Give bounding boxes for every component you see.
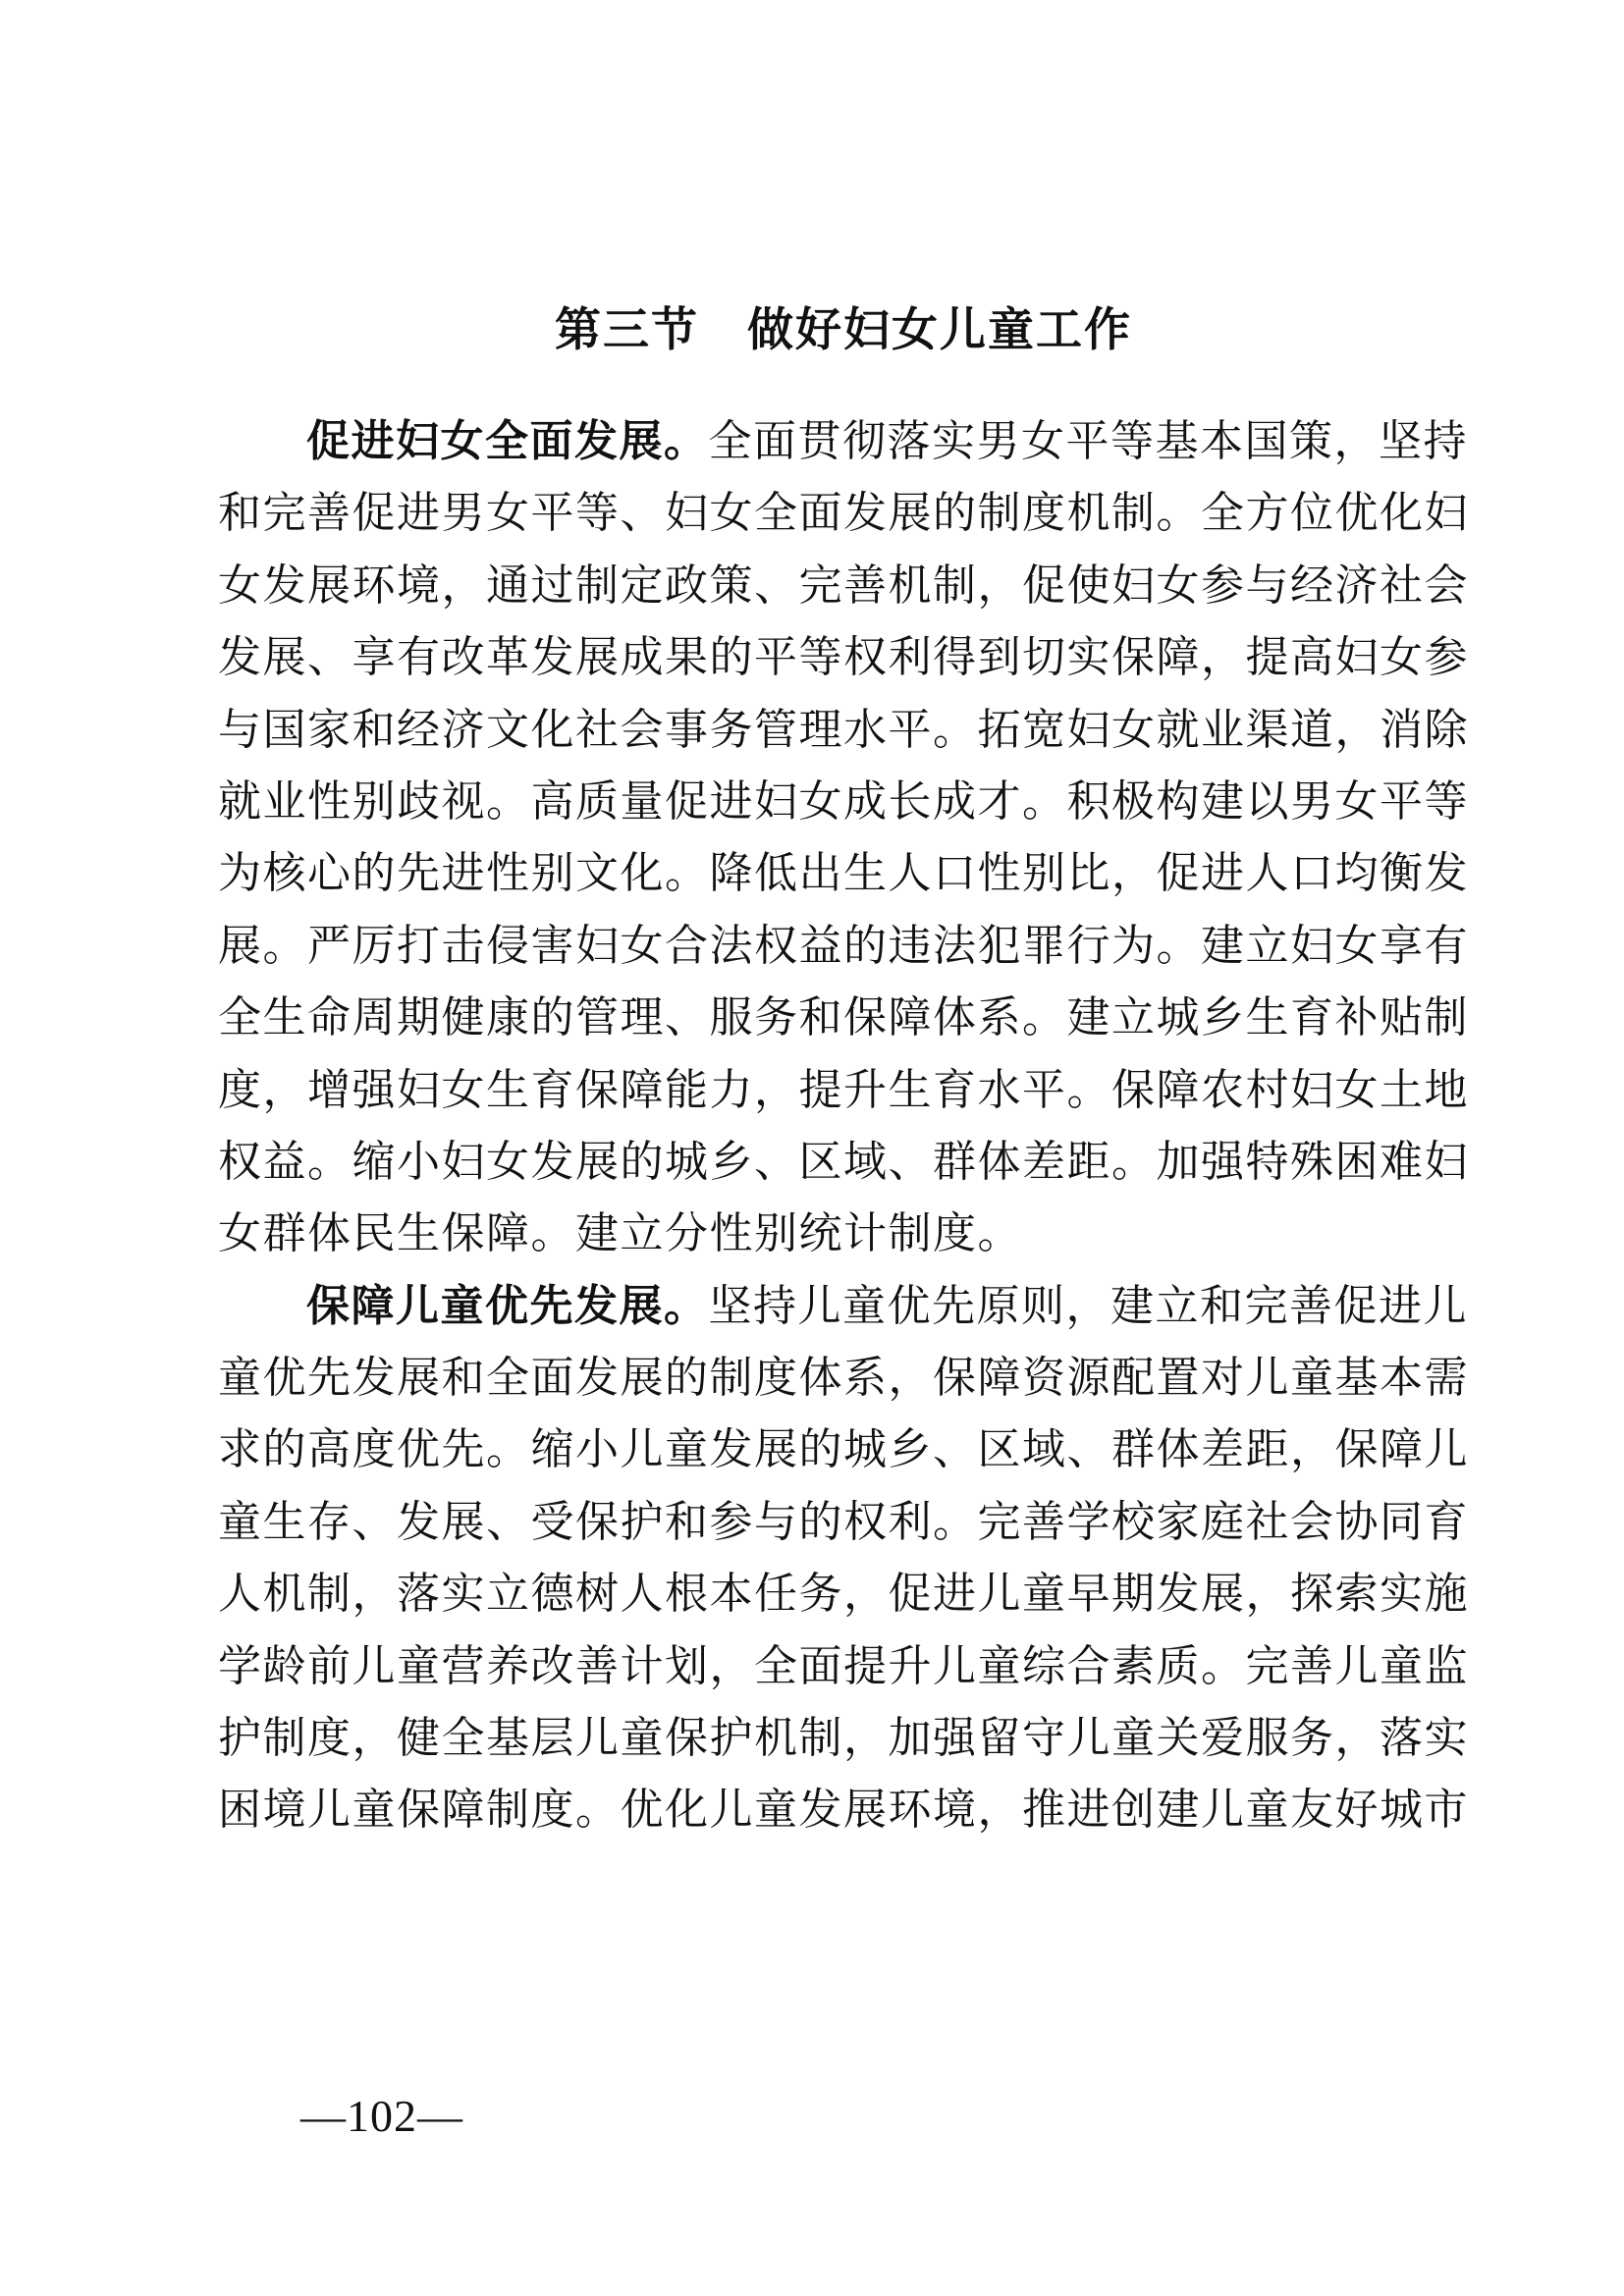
paragraph-1-line-5: 与国家和经济文化社会事务管理水平。拓宽妇女就业渠道，消除 xyxy=(218,705,1469,754)
section-title: 第三节 做好妇女儿童工作 xyxy=(555,303,1132,355)
paragraph-1-line-8: 展。严厉打击侵害妇女合法权益的违法犯罪行为。建立妇女享有 xyxy=(218,921,1469,970)
page-number: —102— xyxy=(300,2091,463,2141)
paragraph-1-line-9: 全生命周期健康的管理、服务和保障体系。建立城乡生育补贴制 xyxy=(218,993,1469,1042)
paragraph-1-line-6: 就业性别歧视。高质量促进妇女成长成才。积极构建以男女平等 xyxy=(218,776,1469,826)
paragraph-1-line-12: 女群体民生保障。建立分性别统计制度。 xyxy=(218,1209,1022,1258)
paragraph-2-line-4: 童生存、发展、受保护和参与的权利。完善学校家庭社会协同育 xyxy=(218,1497,1469,1546)
paragraph-1-first-line xyxy=(218,405,1475,477)
paragraph-2-line-2: 童优先发展和全面发展的制度体系，保障资源配置对儿童基本需 xyxy=(218,1354,1469,1403)
paragraph-2-lead: 保障儿童优先发展。 xyxy=(306,1281,709,1330)
paragraph-2-line-7: 护制度，健全基层儿童保护机制，加强留守儿童关爱服务，落实 xyxy=(218,1714,1469,1763)
paragraph-1-line-7: 为核心的先进性别文化。降低出生人口性别比，促进人口均衡发 xyxy=(218,849,1469,898)
paragraph-1-lead: 促进妇女全面发展。 xyxy=(306,417,709,465)
paragraph-2-line-8: 困境儿童保障制度。优化儿童发展环境，推进创建儿童友好城市 xyxy=(218,1786,1469,1835)
paragraph-1-line-4: 发展、享有改革发展成果的平等权利得到切实保障，提高妇女参 xyxy=(218,633,1469,682)
paragraph-2-line-5: 人机制，落实立德树人根本任务，促进儿童早期发展，探索实施 xyxy=(218,1570,1469,1619)
paragraph-1-line-11: 权益。缩小妇女发展的城乡、区域、群体差距。加强特殊困难妇 xyxy=(218,1137,1469,1186)
body-text xyxy=(218,405,1475,1846)
paragraph-1-line-2: 和完善促进男女平等、妇女全面发展的制度机制。全方位优化妇 xyxy=(218,489,1469,538)
paragraph-2-line-6: 学龄前儿童营养改善计划，全面提升儿童综合素质。完善儿童监 xyxy=(218,1641,1469,1690)
paragraph-1-line-1: 全面贯彻落实男女平等基本国策，坚持 xyxy=(708,417,1468,465)
paragraph-1-line-3: 女发展环境，通过制定政策、完善机制，促使妇女参与经济社会 xyxy=(218,561,1469,610)
paragraph-1-line-10: 度，增强妇女生育保障能力，提升生育水平。保障农村妇女土地 xyxy=(218,1065,1469,1114)
paragraph-2-first-line xyxy=(218,1270,1475,1342)
paragraph-2-line-1: 坚持儿童优先原则，建立和完善促进儿 xyxy=(708,1281,1468,1330)
paragraph-2-line-3: 求的高度优先。缩小儿童发展的城乡、区域、群体差距，保障儿 xyxy=(218,1425,1469,1474)
